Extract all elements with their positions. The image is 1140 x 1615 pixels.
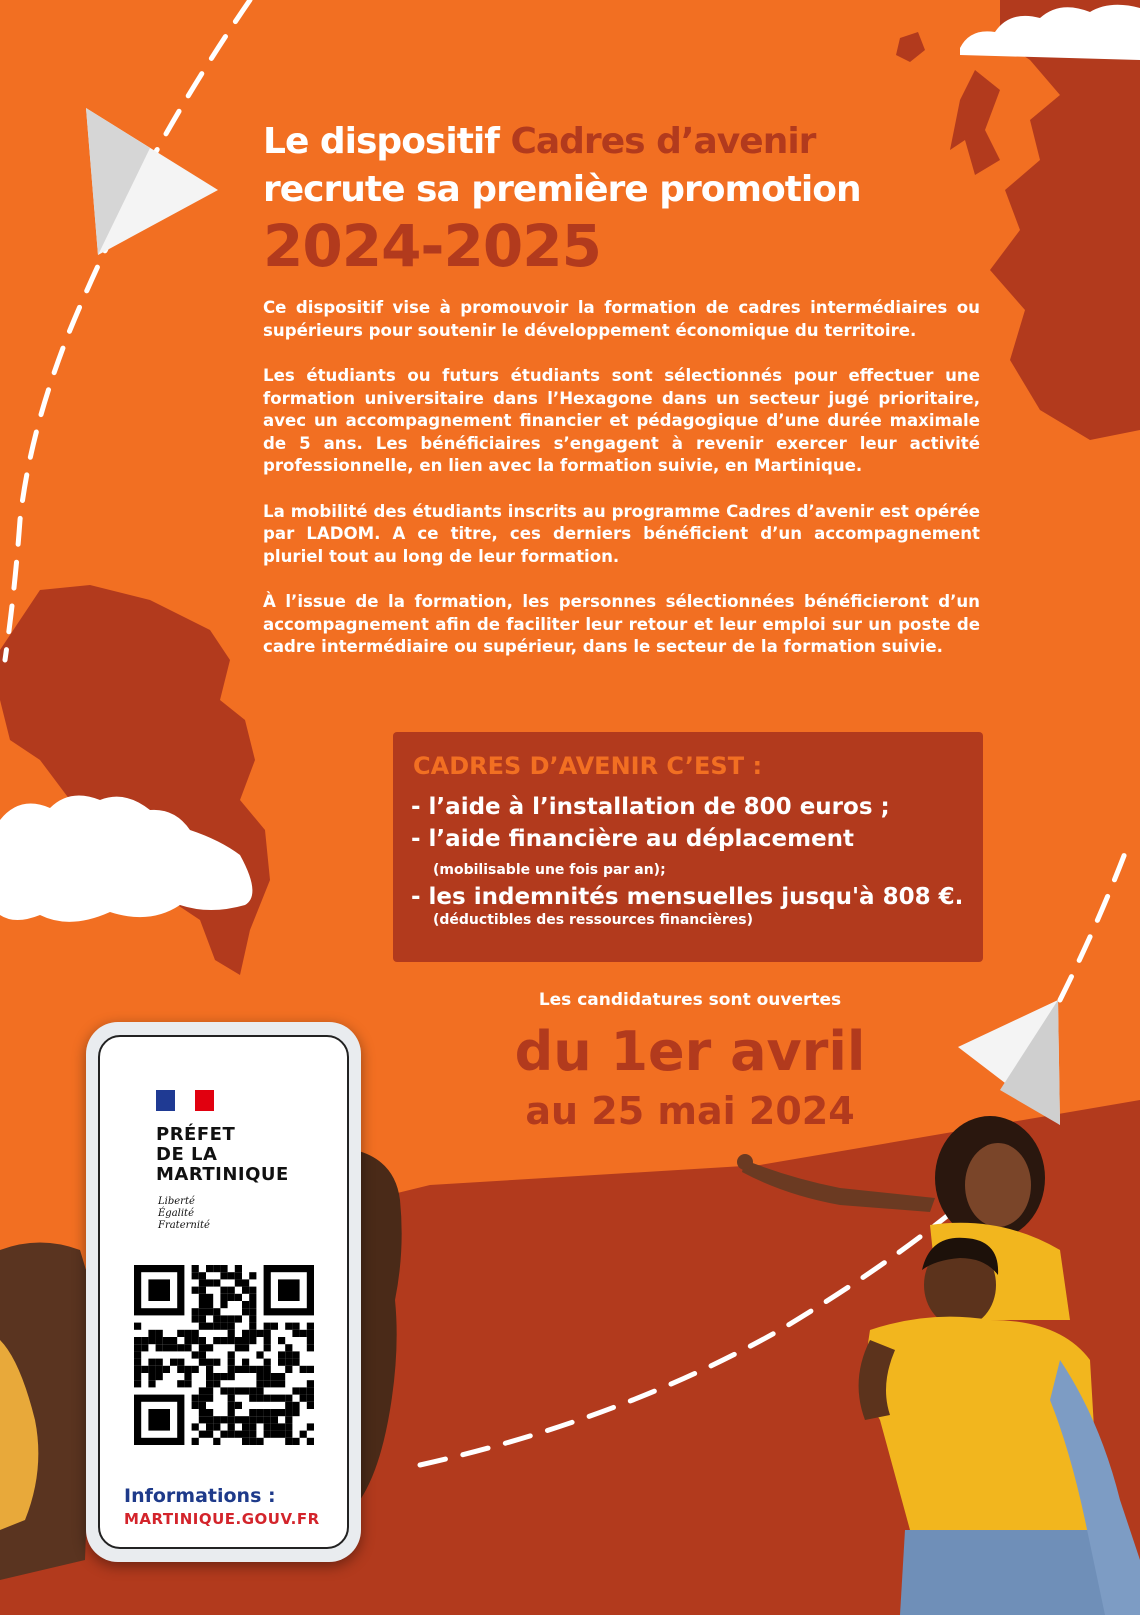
title-line2: recrute sa première promotion (263, 169, 861, 210)
benefit-item-2-note: (mobilisable une fois par an); (433, 862, 666, 878)
applications-intro: Les candidatures sont ouvertes (538, 990, 842, 1010)
applications-end-date: au 25 mai 2024 (525, 1089, 855, 1133)
phone-screen (98, 1035, 349, 1549)
prefecture-line-1: PRÉFET (156, 1124, 236, 1145)
benefit-item-1: - l’aide à l’installation de 800 euros ; (411, 794, 890, 820)
benefit-item-3: - les indemnités mensuelles jusqu'à 808 €. (411, 884, 964, 910)
phone-mockup (86, 1022, 361, 1562)
prefecture-line-3: MARTINIQUE (156, 1164, 289, 1185)
applications-start-date: du 1er avril (514, 1020, 866, 1083)
promotion-year: 2024-2025 (263, 212, 601, 280)
paragraph-2: Les étudiants ou futurs étudiants sont sélectionnés pour effectuer une formation universitaire dans l’Hexagone dans un secteur jugé prioritaire, avec un accompagnement financier et pédagogique d’une durée maximale de 5 ans. Les bénéficiaires s’engagent à revenir exercer leur activité professionnelle, en lien avec la formation suivie, en Martinique. (263, 366, 980, 475)
qr-code-icon[interactable] (134, 1265, 314, 1445)
motto-fraternite: Fraternité (158, 1220, 210, 1231)
republic-motto (158, 1196, 210, 1232)
benefits-title: CADRES D’AVENIR C’EST : (413, 752, 763, 780)
title-highlight: Cadres d’avenir (510, 121, 816, 162)
motto-egalite: Égalité (158, 1208, 194, 1219)
paragraph-4: À l’issue de la formation, les personnes sélectionnées bénéficieront d’un accompagnement afin de faciliter leur retour et leur emploi sur un poste de cadre intermédiaire ou supérieur, dans le secteur de la formation suivie. (263, 592, 980, 656)
prefecture-name (156, 1125, 289, 1185)
paragraph-3: La mobilité des étudiants inscrits au programme Cadres d’avenir est opérée par LADOM. A ce titre, ces derniers bénéficient d’un accompagnement pluriel tout au long de leur formation. (263, 501, 980, 566)
info-url-link[interactable]: MARTINIQUE.GOUV.FR (124, 1510, 320, 1528)
motto-liberte: Liberté (158, 1196, 195, 1207)
benefit-item-2: - l’aide financière au déplacement (411, 826, 855, 852)
french-flag-icon (156, 1090, 214, 1111)
prefecture-line-2: DE LA (156, 1144, 218, 1165)
benefit-item-3-note: (déductibles des ressources financières) (433, 912, 753, 928)
title-prefix: Le dispositif (263, 121, 499, 162)
info-label: Informations : (124, 1485, 276, 1507)
paragraph-1: Ce dispositif vise à promouvoir la formation de cadres intermédiaires ou supérieurs pour soutenir le développement économique du territoire. (263, 298, 980, 340)
